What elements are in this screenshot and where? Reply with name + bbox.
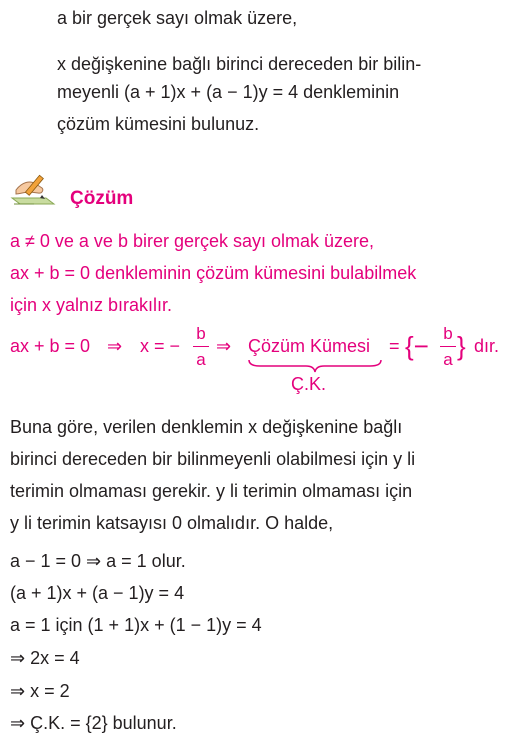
body-line-2: birinci dereceden bir bilinmeyenli olabilmesi için y li: [10, 449, 416, 469]
set-numerator: b: [443, 324, 453, 343]
problem-line-4: çözüm kümesini bulunuz.: [57, 114, 260, 134]
body-line-3: terimin olmaması gerekir. y li terimin olmaması için: [10, 481, 413, 501]
frac-numerator: b: [196, 324, 206, 343]
step-6: ⇒ Ç.K. = {2} bulunur.: [10, 713, 177, 733]
formula-arrow-2: ⇒: [216, 336, 232, 356]
set-close: }: [457, 331, 466, 361]
formula-equals: =: [389, 336, 400, 356]
step-4: ⇒ 2x = 4: [10, 648, 80, 668]
formula-x-equals: x = −: [140, 336, 181, 356]
pencil-hand-icon: [8, 168, 58, 208]
problem-line-3: meyenli (a + 1)x + (a − 1)y = 4 denkleminin: [57, 82, 400, 102]
set-frac-bar: [440, 346, 456, 347]
problem-line-1: a bir gerçek sayı olmak üzere,: [57, 8, 298, 28]
step-5: ⇒ x = 2: [10, 681, 70, 701]
underbrace: [248, 359, 382, 373]
step-3: a = 1 için (1 + 1)x + (1 − 1)y = 4: [10, 615, 262, 635]
formula-suffix: dır.: [474, 336, 500, 356]
formula-arrow-1: ⇒: [107, 336, 123, 356]
set-open: {−: [405, 331, 429, 361]
frac-denominator: a: [196, 350, 206, 369]
ck-label: Ç.K.: [291, 374, 327, 394]
problem-line-2: x değişkenine bağlı birinci dereceden bir bilin-: [57, 54, 422, 74]
frac-bar: [193, 346, 209, 347]
body-line-4: y li terimin katsayısı 0 olmalıdır. O halde,: [10, 513, 334, 533]
set-denominator: a: [443, 350, 453, 369]
pink-line-1: a ≠ 0 ve a ve b birer gerçek sayı olmak üzere,: [10, 231, 375, 251]
pink-line-2: ax + b = 0 denkleminin çözüm kümesini bulabilmek: [10, 263, 417, 283]
formula-lhs: ax + b = 0: [10, 336, 91, 356]
pink-line-3: için x yalnız bırakılır.: [10, 295, 173, 315]
body-line-1: Buna göre, verilen denklemin x değişkenine bağlı: [10, 417, 403, 437]
step-1: a − 1 = 0 ⇒ a = 1 olur.: [10, 551, 186, 571]
solution-heading: Çözüm: [70, 188, 134, 209]
set-name: Çözüm Kümesi: [248, 336, 371, 356]
step-2: (a + 1)x + (a − 1)y = 4: [10, 583, 185, 603]
